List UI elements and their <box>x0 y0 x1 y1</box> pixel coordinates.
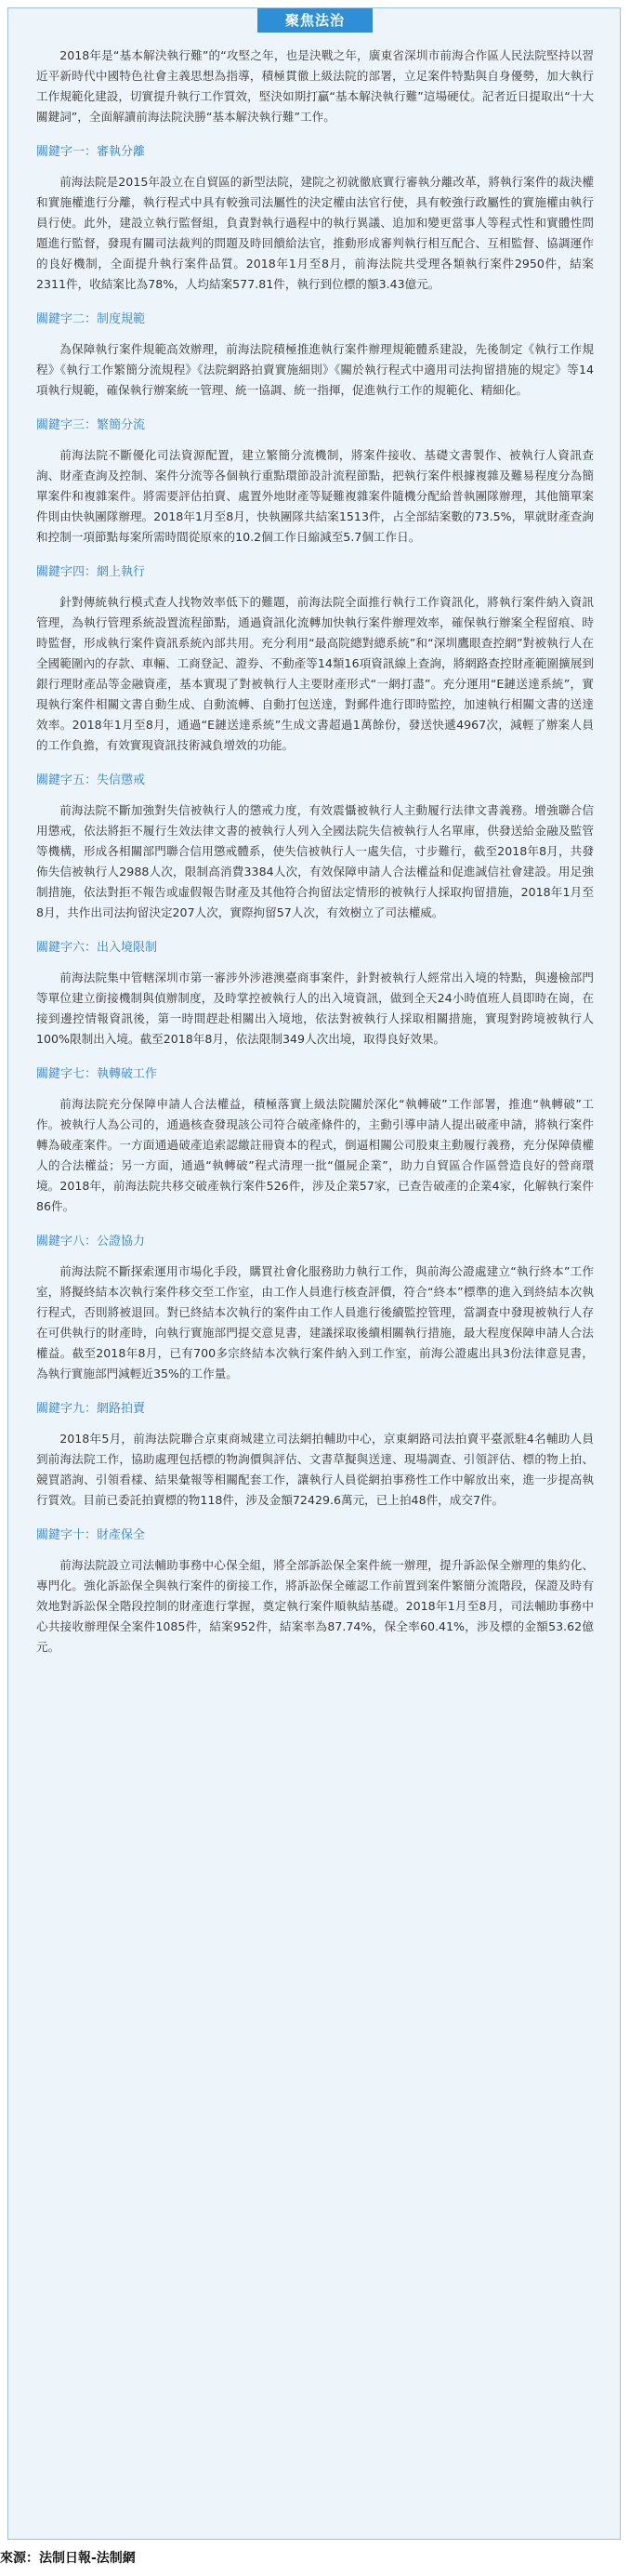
section-7 <box>36 1064 594 1217</box>
source-credit: 來源：法制日報-法制網 <box>0 2551 136 2566</box>
section-heading: 關鍵字十：財產保全 <box>36 1528 146 1542</box>
section-heading: 關鍵字八：公證協力 <box>36 1235 146 1248</box>
section-paragraph: 2018年5月，前海法院聯合京東商城建立司法網拍輔助中心，京東網路司法拍賣平臺派駐4名輔助人員到前海法院工作，協助處理包括標的物詢價與評估、文書草擬與送達、現場調查、引領評估、標的物上拍、競買諮詢、引領看樣、結果彙報等相關配套工作，讓執行人員從網拍事務性工作中解放出來，進一步提高執行質效。目前已委託拍賣標的物118件，涉及金額72429.6萬元，已上拍48件，成交7件。 <box>36 1432 594 1507</box>
section-paragraph: 前海法院充分保障申請人合法權益，積極落實上級法院關於深化“執轉破”工作部署，推進“執轉破”工作。被執行人為公司的，通過核查發現該公司符合破產條件的，主動引導申請人提出破產申請，將執行案件轉為破產案件。一方面通過破產追索認繳註冊資本的程式，倒逼相關公司股東主動履行義務，充分保障債權人的合法權益；另一方面，通過“執轉破”程式清理一批“僵屍企業”，助力自貿區合作區營造良好的營商環境。2018年，前海法院共移交破產執行案件526件，涉及企業57家，已查告破產的企業4家，化解執行案件86件。 <box>36 1097 594 1213</box>
section-heading: 關鍵字五：失信懲戒 <box>36 773 146 787</box>
section-paragraph: 前海法院不斷加強對失信被執行人的懲戒力度，有效震懾被執行人主動履行法律文書義務。增強聯合信用懲戒，依法將拒不履行生效法律文書的被執行人列入全國法院失信被執行人名單庫，供發送給金融及監管等機構，形成各相關部門聯合信用懲戒體系，使失信被執行人一處失信，寸步難行，截至2018年8月，共發佈失信被執行人2988人次，限制高消費3384人次，有效保障申請人合法權益和促進誠信社會建設。用足強制措施，依法對拒不報告或虛假報告財產及其他符合拘留法定情形的被執行人採取拘留措施，2018年1月至8月，共作出司法拘留決定207人次，實際拘留57人次，有效樹立了司法權威。 <box>36 803 594 919</box>
section-heading: 關鍵字七：執轉破工作 <box>36 1067 158 1081</box>
section-9 <box>36 1399 594 1511</box>
section-paragraph: 前海法院是2015年設立在自貿區的新型法院，建院之初就徹底實行審執分離改革，將執行案件的裁決權和實施權進行分離，執行程式中具有較強司法屬性的決定權由法官行使，具有較強行政屬性的實施權由執行員行使。此外，建設立執行監督組，負責對執行過程中的執行異議、追加和變更當事人等程式性和實體性問題進行監督，發現有關司法裁判的問題及時回饋給法官，推動形成審判執行相互配合、互相監督、協調運作的良好機制，全面提升執行案件品質。2018年1月至8月，前海法院共受理各類執行案件2950件，結案2311件，收結案比為78%，人均結案577.81件，執行到位標的額3.43億元。 <box>36 175 594 291</box>
section-8 <box>36 1232 594 1384</box>
article-card <box>7 7 621 2540</box>
section-1 <box>36 142 594 295</box>
section-heading: 關鍵字九：網路拍賣 <box>36 1402 146 1416</box>
section-2 <box>36 310 594 401</box>
section-paragraph: 前海法院不斷優化司法資源配置，建立繁簡分流機制，將案件接收、基礎文書製作、被執行人資訊查詢、財產查詢及控制、案件分流等各個執行重點環節設計流程節點，把執行案件根據複雜及難易程度分為簡單案件和複雜案件。將需要評估拍賣、處置外地財產等疑難複雜案件隨機分配給普執團隊辦理，其他簡單案件則由快執團隊辦理。2018年1月至8月，快執團隊共結案1513件，占全部結案數的73.5%，單就財產查詢和控制一項節點每案所需時間從原來的10.2個工作日縮減至5.7個工作日。 <box>36 448 594 544</box>
section-6 <box>36 938 594 1050</box>
section-4 <box>36 562 594 756</box>
section-heading: 關鍵字二：制度規範 <box>36 312 146 326</box>
section-paragraph: 前海法院設立司法輔助事務中心保全組，將全部訴訟保全案件統一辦理，提升訴訟保全辦理的集約化、專門化。強化訴訟保全與執行案件的銜接工作，將訴訟保全確認工作前置到案件繁簡分流階段，保證及時有效地對訴訟保全階段控制的財產進行掌握，奠定執行案件順執結基礎。2018年1月至8月，司法輔助事務中心共接收辦理保全案件1085件，結案952件，結案率為87.74%，保全率60.41%，涉及標的金額53.62億元。 <box>36 1558 594 1654</box>
article-body <box>36 46 594 1658</box>
section-heading: 關鍵字六：出入境限制 <box>36 941 158 955</box>
section-paragraph: 前海法院不斷探索運用市場化手段，購買社會化服務助力執行工作，與前海公證處建立“執行終本”工作室，將擬終結本次執行案件移交至工作室，由工作人員進行核查評價，符合“終本”標準的進入到終結本次執行程式，否則將被退回。對已終結本次執行的案件由工作人員進行後續監控管理，當調查中發現被執行人存在可供執行的財產時，向執行實施部門提交意見書，建議採取後續相關執行措施，最大程度保障申請人合法權益。截至2018年8月，已有700多宗終結本次執行案件納入到工作室，前海公證處出具3份法律意見書，為執行實施部門減輕近35%的工作量。 <box>36 1264 594 1380</box>
section-heading: 關鍵字三：繁簡分流 <box>36 418 146 432</box>
section-paragraph: 針對傳統執行模式查人找物效率低下的難題，前海法院全面推行執行工作資訊化，將執行案件納入資訊管理，為執行管理系統設置流程節點，通過資訊化流轉加快執行案件辦理效率，確保執行辦案全程留痕、時時監督，形成執行案件資訊系統內部共用。充分利用“最高院總對總系統”和“深圳鷹眼查控網”對被執行人在全國範圍內的存款、車輛、工商登記、證券、不動產等14類16項資訊線上查詢，將網路查控財產範圍擴展到銀行理財產品等金融資產，基本實現了對被執行人主要財產形式“一網打盡”。充分運用“E鏈送達系統”，實現執行案件相關文書自動生成、自動流轉、自動打包送達，對郵件進行即時監控，加速執行相關文書的送達效率。2018年1月至8月，通過“E鏈送達系統”生成文書超過1萬餘份，發送快遞4967次，減輕了辦案人員的工作負擔，有效實現資訊技術減負增效的功能。 <box>36 595 594 752</box>
section-heading: 關鍵字四：網上執行 <box>36 565 146 579</box>
section-5 <box>36 771 594 923</box>
intro-paragraph: 2018年是“基本解決執行難”的“攻堅之年，也是決戰之年，廣東省深圳市前海合作區人民法院堅持以習近平新時代中國特色社會主義思想為指導，積極貫徹上級法院的部署，立足案件特點與自身優勢，加大執行工作規範化建設，切實提升執行工作質效，堅決如期打贏“基本解決執行難”這場硬仗。記者近日提取出“十大關鍵詞”，全面解讀前海法院決勝“基本解決執行難”工作。 <box>36 48 594 124</box>
section-paragraph: 為保障執行案件規範高效辦理，前海法院積極推進執行案件辦理規範體系建設，先後制定《執行工作規程》《執行工作繁簡分流規程》《法院網路拍賣實施細則》《關於執行程式中適用司法拘留措施的規定》等14項執行規範，確保執行辦案統一管理、統一協調、統一指揮，促進執行工作的規範化、精細化。 <box>36 342 594 397</box>
section-10 <box>36 1526 594 1658</box>
column-title: 聚焦法治 <box>257 8 373 33</box>
section-heading: 關鍵字一：審執分離 <box>36 145 146 159</box>
section-paragraph: 前海法院集中管轄深圳市第一審涉外涉港澳臺商事案件，針對被執行人經常出入境的特點，與邊檢部門等單位建立銜接機制與偵辦制度，及時掌控被執行人的出入境資訊，做到全天24小時值班人員即時在崗，在接到邊控情報資訊後，第一時間趕赴相關出入境地，依法對被執行人採取相關措施，實現對跨境被執行人100%限制出入境。截至2018年8月，依法限制349人次出境，取得良好效果。 <box>36 971 594 1046</box>
section-3 <box>36 416 594 548</box>
